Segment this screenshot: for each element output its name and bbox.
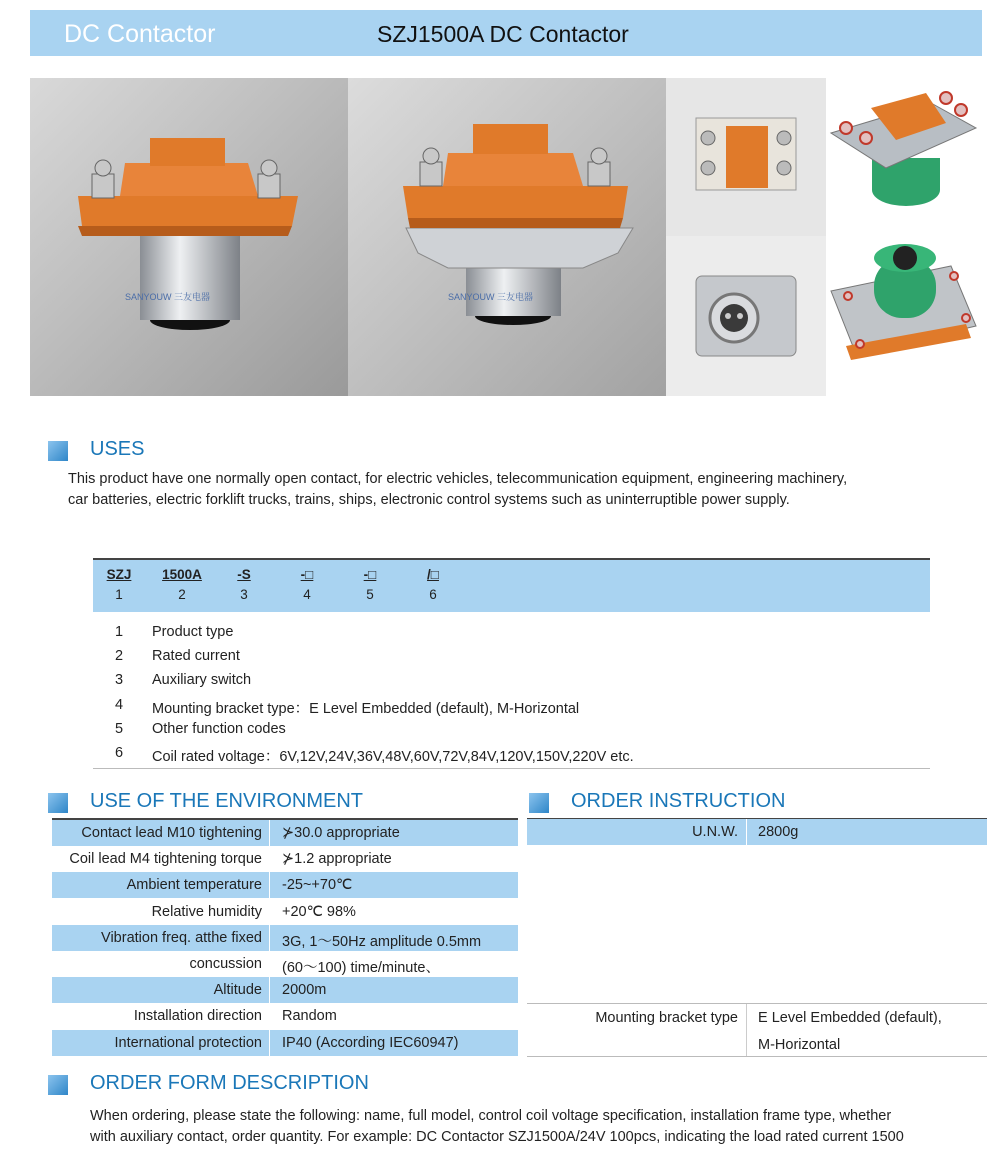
- table-row: Contact lead M10 tightening ⊁30.0 appropriate: [52, 820, 518, 846]
- model-code-2: 1500A 2: [162, 567, 202, 602]
- model-code-5: -□ 5: [363, 567, 377, 602]
- order-form-line-2: with auxiliary contact, order quantity. For example: DC Contactor SZJ1500A/24V 100pcs, indicating the load rated current 1500: [90, 1129, 904, 1145]
- product-photo-top: [666, 78, 826, 236]
- uses-heading: [48, 437, 348, 463]
- model-code-legend: 1 Product type 2 Rated current 3 Auxiliary switch 4 Mounting bracket type：E Level Embedded (default), M-Horizontal 5 Other function codes 6 Coil rated voltage：6V,12V,24V,36V,48V,60V,72V,84V,120V,150V,220V etc.: [93, 620, 930, 769]
- uses-description: [68, 469, 847, 511]
- order-form-line-1: When ordering, please state the following: name, full model, control coil voltage specification, installation frame type, whether: [90, 1108, 892, 1124]
- model-code-4: -□ 4: [300, 567, 314, 602]
- bracket-value-line-1: E Level Embedded (default),: [758, 1010, 942, 1026]
- table-row: concussion (60～100) time/minute、: [189, 956, 440, 976]
- table-row: International protection IP40 (According IEC60947): [52, 1030, 518, 1056]
- table-row: Coil lead M4 tightening torque ⊁1.2 appropriate: [69, 851, 392, 867]
- category-label: DC Contactor: [64, 20, 216, 48]
- table-row: [527, 1003, 987, 1057]
- order-form-description: [90, 1106, 904, 1148]
- section-square-icon: [48, 793, 68, 813]
- table-row: Relative humidity +20℃ 98%: [151, 904, 356, 920]
- uses-line-1: This product have one normally open contact, for electric vehicles, telecommunication equipment, engineering machinery,: [68, 471, 848, 487]
- table-row: Ambient temperature -25~+70℃: [52, 872, 518, 898]
- order-form-heading-text: ORDER FORM DESCRIPTION: [90, 1072, 369, 1094]
- table-row: Vibration freq. atthe fixed 3G, 1～50Hz amplitude 0.5mm: [52, 925, 518, 951]
- order-heading-text: ORDER INSTRUCTION: [571, 790, 786, 812]
- product-photo-front: [30, 78, 348, 396]
- unw-label: U.N.W.: [692, 824, 738, 840]
- section-square-icon: [48, 1075, 68, 1095]
- product-photo-connector: [666, 236, 826, 396]
- bracket-value-line-2: M-Horizontal: [758, 1037, 841, 1053]
- header-banner: [30, 10, 982, 56]
- order-form-heading: [48, 1071, 448, 1097]
- product-photo-bracket: [348, 78, 666, 396]
- environment-heading-text: USE OF THE ENVIRONMENT: [90, 790, 363, 812]
- order-heading: [529, 789, 929, 815]
- model-code-3: -S 3: [237, 567, 251, 602]
- section-square-icon: [48, 441, 68, 461]
- environment-heading: [48, 789, 448, 815]
- model-code-6: /□ 6: [427, 567, 439, 602]
- product-photo-strip: [30, 78, 985, 396]
- table-row: [527, 819, 987, 845]
- product-photo-green-bottom: [826, 236, 986, 396]
- section-square-icon: [529, 793, 549, 813]
- svg-text:SANYOUW 三友电器: SANYOUW 三友电器: [125, 292, 211, 302]
- table-row: Altitude 2000m: [52, 977, 518, 1003]
- uses-heading-text: USES: [90, 438, 145, 460]
- unw-value: 2800g: [758, 824, 799, 840]
- svg-text:SANYOUW 三友电器: SANYOUW 三友电器: [448, 292, 534, 302]
- product-photo-green-top: [826, 78, 986, 236]
- order-table: [527, 819, 987, 1055]
- model-code-bar: [93, 558, 930, 612]
- table-row: Installation direction Random: [133, 1008, 337, 1024]
- uses-line-2: car batteries, electric forklift trucks, trains, ships, electronic control systems such as uninterruptible power supply.: [68, 492, 790, 508]
- page-title: SZJ1500A DC Contactor: [377, 21, 629, 47]
- bracket-label: Mounting bracket type: [595, 1010, 738, 1026]
- model-code-1: SZJ 1: [106, 567, 132, 602]
